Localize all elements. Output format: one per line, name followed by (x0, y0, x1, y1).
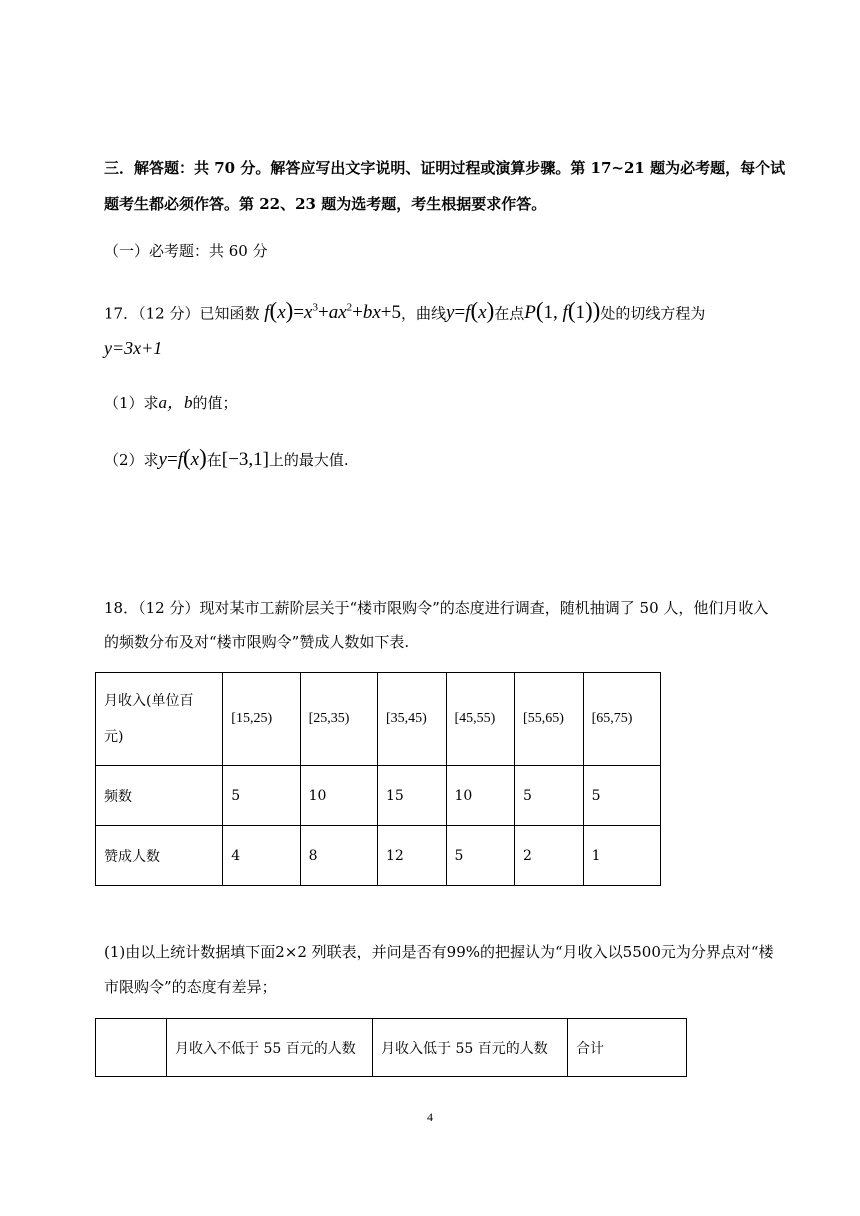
q17-line1 (104, 295, 705, 326)
freq-cell: 5 (223, 766, 300, 826)
q18-contingency-table (95, 1018, 687, 1077)
q17-tangent-equation: y=3x+1 (104, 338, 163, 358)
table-row (96, 766, 661, 826)
header-label-line2: 元) (104, 729, 124, 745)
section-heading-line1: 三．解答题：共 70 分。解答应写出文字说明、证明过程或演算步骤。第 17~21 题为必考题，每个试 (104, 159, 786, 177)
interval-cell: [15,25) (223, 673, 300, 766)
q17-number: 17． (104, 304, 139, 323)
approve-cell: 1 (583, 826, 660, 886)
q18-line2: 的频数分布及对“楼市限购令”赞成人数如下表. (104, 633, 410, 651)
freq-cell: 5 (515, 766, 584, 826)
q17-part2 (104, 445, 349, 473)
header-label-cell (96, 673, 223, 766)
q17-function-formula: $f(x)=x^3+ax^2+bx+5$ (264, 298, 401, 324)
table-row (96, 826, 661, 886)
q18-line1: 18．（12 分）现对某市工薪阶层关于“楼市限购令”的态度进行调查，随机抽调了 50 人，他们月收入 (104, 599, 769, 617)
table-row (96, 1019, 687, 1077)
q17-points: （12 分） (138, 304, 200, 323)
q17-part2-curve: y=f(x) (158, 445, 207, 470)
contingency-header-total: 合计 (568, 1019, 687, 1077)
q17-text-c: 在点 (494, 304, 525, 323)
approve-cell: 5 (446, 826, 515, 886)
q17-part1-vars: a，b (158, 393, 193, 412)
freq-cell: 15 (377, 766, 446, 826)
q17-part1-end: 的值； (192, 394, 238, 412)
q18-part1-line1: (1)由以上统计数据填下面2×2 列联表，并问是否有99%的把握认为“月收入以5500元为分界点对“楼 (104, 943, 774, 961)
header-label-line1: 月收入(单位百 (104, 693, 194, 709)
q18-part1-line2: 市限购令”的态度有差异； (104, 978, 277, 996)
approve-label-cell: 赞成人数 (96, 826, 223, 886)
freq-cell: 5 (583, 766, 660, 826)
q17-text-a: 已知函数 (199, 304, 260, 323)
q17-part2-interval: [−3,1] (221, 449, 269, 470)
interval-cell: [55,65) (515, 673, 584, 766)
contingency-header-blank (96, 1019, 167, 1077)
interval-cell: [65,75) (583, 673, 660, 766)
q17-part2-mid: 在 (206, 451, 222, 469)
freq-label-cell: 频数 (96, 766, 223, 826)
contingency-header-low-income: 月收入低于 55 百元的人数 (373, 1019, 568, 1077)
q17-part2-label: （2）求 (104, 451, 159, 469)
q17-point-formula: P(1, f(1)) (524, 298, 601, 324)
freq-cell: 10 (300, 766, 377, 826)
interval-cell: [35,45) (377, 673, 446, 766)
page-number: 4 (427, 1110, 433, 1124)
subsection-heading: （一）必考题：共 60 分 (104, 242, 268, 260)
approve-cell: 4 (223, 826, 300, 886)
freq-cell: 10 (446, 766, 515, 826)
q17-curve-formula: y=f(x) (446, 298, 495, 324)
approve-cell: 12 (377, 826, 446, 886)
interval-cell: [25,35) (300, 673, 377, 766)
approve-cell: 8 (300, 826, 377, 886)
approve-cell: 2 (515, 826, 584, 886)
interval-cell: [45,55) (446, 673, 515, 766)
q17-text-d: 处的切线方程为 (600, 304, 706, 323)
table-row (96, 673, 661, 766)
contingency-header-high-income: 月收入不低于 55 百元的人数 (167, 1019, 373, 1077)
section-heading-line2: 题考生都必须作答。第 22、23 题为选考题，考生根据要求作答。 (104, 195, 547, 213)
q17-part1-label: （1）求 (104, 394, 159, 412)
q18-frequency-table (95, 672, 661, 886)
q17-text-b: ，曲线 (401, 304, 447, 323)
q17-part2-end: 上的最大值. (268, 451, 349, 469)
q17-part1 (104, 393, 238, 413)
